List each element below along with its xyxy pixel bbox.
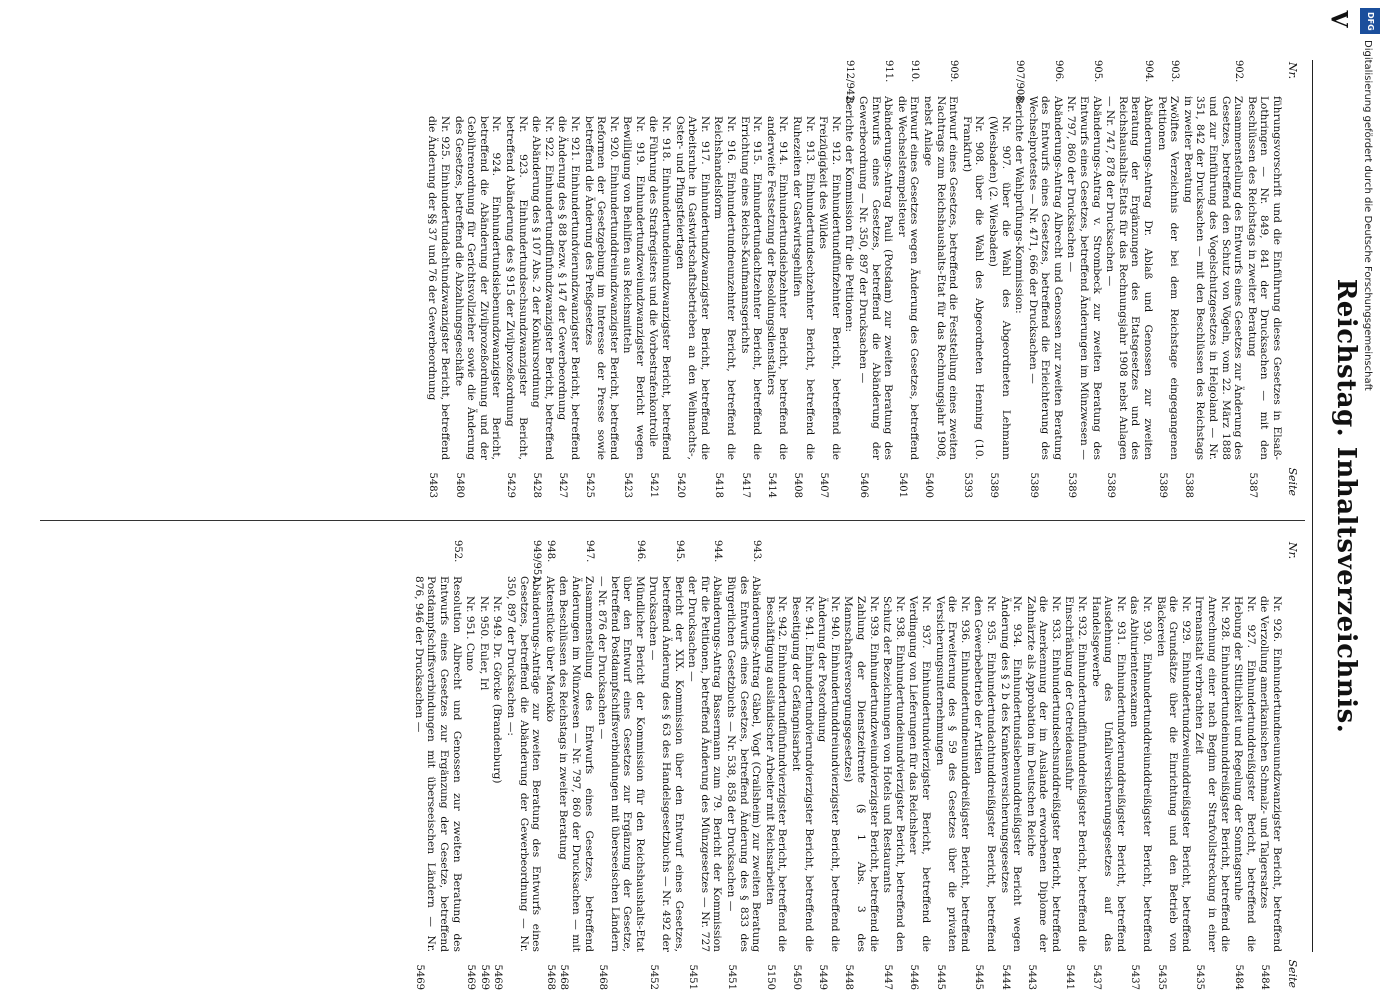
entry-page: 5437 bbox=[1129, 964, 1141, 990]
entry-page: 5425 bbox=[583, 472, 595, 498]
entry-text: Nr. 914. Einhundertundsiebzehnter Bericht, betreffend die anderweite Festsetzung der Besoldungsdienstalters bbox=[764, 116, 790, 460]
digitization-credit: Digitalisierung gefördert durch die Deutsche Forschungsgemeinschaft bbox=[1362, 40, 1373, 391]
index-entry bbox=[816, 540, 841, 992]
index-entry bbox=[790, 60, 815, 500]
roman-numeral: V bbox=[1325, 10, 1352, 28]
index-entry bbox=[763, 540, 788, 992]
entry-text: Nr. 941. Einhundertundvierundvierzigster Bericht, betreffend die Beseitigung der Gefängnisarbeit bbox=[790, 596, 815, 952]
index-entry bbox=[530, 60, 555, 500]
index-entry bbox=[1154, 540, 1192, 992]
entry-text: Nr. 934. Einhundertundsiebenunddreißigster Bericht wegen Änderung des § 2 b des Krankenversicherungsgesetzes bbox=[998, 596, 1024, 952]
entry-page: 5448 bbox=[843, 964, 855, 990]
entry-text: Nr. 932. Einhundertundfünfunddreißigster Bericht, betreffend die Einschränkung der Getreideausfuhr bbox=[1063, 596, 1089, 952]
entry-page: 5445 bbox=[934, 964, 946, 990]
seite-label: Seite bbox=[1286, 959, 1299, 988]
index-entry bbox=[621, 60, 646, 500]
column-divider bbox=[40, 520, 1305, 521]
entry-page: 5468 bbox=[558, 964, 570, 990]
index-entry bbox=[464, 540, 477, 992]
index-entry bbox=[1155, 60, 1180, 500]
entry-text: Entwurf eines Gesetzes, betreffend die Feststellung eines zweiten Nachtrags zum Reichshaushalts-Etat für das Rechnungsjahr 1908, nebst Anlage bbox=[921, 96, 960, 460]
index-entry bbox=[1013, 60, 1026, 500]
entry-text: Nr. 950. Euler, Irl bbox=[477, 596, 490, 691]
entry-page: 5452 bbox=[648, 964, 660, 990]
entry-text: Nr. 939. Einhundertundzweiundvierzigster Bericht, betreffend die Zahlung der Dienstzeitrente (§ 1 Abs. 3 des Mannschaftsversorgungsgesetzes) bbox=[842, 596, 880, 952]
index-entry bbox=[738, 60, 763, 500]
entry-page: 5469 bbox=[465, 964, 477, 990]
index-entry bbox=[843, 60, 856, 500]
entry-text: Entwurf eines Gesetzes wegen Änderung des Gesetzes, betreffend die Wechselstempelsteuer bbox=[895, 96, 921, 460]
index-entry bbox=[881, 540, 906, 992]
page-title: Reichstag. Inhaltsverzeichnis. bbox=[1331, 278, 1361, 734]
index-entry bbox=[724, 540, 762, 992]
entry-page: 5435 bbox=[1155, 964, 1167, 990]
entry-number: 911. bbox=[883, 60, 895, 83]
index-entry bbox=[789, 540, 814, 992]
entry-text: Nr. 951. Cuno bbox=[464, 596, 477, 671]
index-entry bbox=[504, 540, 542, 992]
page-header bbox=[1313, 60, 1365, 952]
entry-page: 5469 bbox=[413, 964, 425, 990]
entry-page: 5400 bbox=[922, 472, 934, 498]
entry-text: Resolution Albrecht und Genossen zur zweiten Beratung des Entwurfs eines Gesetzes zur Ergänzung der Gesetze, betreffend Postdampfschiffsverbindungen mit überseeischen Ländern — Nr. 876, 946 der Drucksachen — bbox=[412, 576, 463, 952]
entry-number: 952. bbox=[451, 540, 463, 563]
right-entry-list bbox=[412, 540, 1283, 992]
entry-text: Nr. 916. Einhundertundneunzehnter Bericht, betreffend die Reichshandelsform bbox=[712, 116, 738, 460]
entry-text: Nr. 923. Einhundertundsechsundzwanzigster Bericht, betreffend Abänderung des § 915 der Zivilprozeßordnung bbox=[503, 116, 529, 460]
entry-page: 5435 bbox=[1194, 964, 1206, 990]
entry-page: 5414 bbox=[765, 472, 777, 498]
entry-page: 5393 bbox=[961, 472, 973, 498]
dfg-logo: DFG bbox=[1360, 8, 1380, 34]
entry-number: 943. bbox=[751, 540, 763, 563]
entry-page: 5441 bbox=[1064, 964, 1076, 990]
entry-page: 5429 bbox=[504, 472, 516, 498]
entry-page: 5401 bbox=[896, 472, 908, 498]
index-entry bbox=[452, 60, 502, 500]
entry-page: 5445 bbox=[973, 964, 985, 990]
index-entry bbox=[921, 60, 959, 500]
entry-text: Nr. 921. Einhundertundvierundzwanzigster Bericht, betreffend die Änderung des § 88 bezw. § 147 der Gewerbeordnung bbox=[556, 116, 581, 460]
index-entry bbox=[412, 540, 462, 992]
entry-number: 945. bbox=[673, 540, 685, 563]
entry-text: Nr. 912. Einhundertundfünfzehnter Bericht, betreffend die Freizügigkeit des Wildes bbox=[817, 116, 842, 460]
entry-page: 5388 bbox=[1182, 472, 1194, 498]
entry-page: 5483 bbox=[427, 472, 439, 498]
entry-text: Nr. 918. Einhundertundeinundzwanzigster Bericht, betreffend die Führung des Strafregisters und die Vorbestrafenkontrolle bbox=[647, 116, 673, 460]
index-entry bbox=[895, 60, 920, 500]
index-entry bbox=[491, 540, 504, 992]
entry-text: Nr. 949. Dr. Görcke (Brandenburg) bbox=[491, 596, 504, 784]
entry-number: 903. bbox=[1169, 60, 1181, 83]
index-entry bbox=[842, 540, 880, 992]
index-entry bbox=[933, 540, 971, 992]
index-entry bbox=[426, 60, 451, 500]
entry-text: Nr. 936. Einhundertundneununddreißigster Bericht, betreffend die Erweiterung des § 59 des Gesetzes über die privaten Versicherungsunternehmungen bbox=[933, 596, 971, 952]
entry-page: 5451 bbox=[726, 964, 738, 990]
entry-page: 5449 bbox=[817, 964, 829, 990]
entry-page: 5389 bbox=[1105, 472, 1117, 498]
entry-text: Zusammenstellung des Entwurfs eines Gesetzes, betreffend Änderungen im Münzwesen — Nr. 797, 860 der Drucksachen — mit den Beschlüssen des Reichstags in zweiter Beratung bbox=[557, 576, 595, 952]
entry-text: Nr. 935. Einhundertundachtunddreißigster Bericht, betreffend den Gewerbebetrieb der Artisten bbox=[972, 596, 997, 952]
entry-number: 948. bbox=[544, 540, 556, 563]
index-entry bbox=[647, 60, 672, 500]
index-entry bbox=[986, 60, 1011, 500]
entry-page: 5389 bbox=[987, 472, 999, 498]
entry-text: Nr. 929. Einhundertundzweiunddreißigster Bericht, betreffend die Grundsätze über die Einrichtung und den Betrieb von Bäckereien bbox=[1154, 596, 1192, 952]
entry-text: Bericht der XIX. Kommission über den Entwurf eines Gesetzes, betreffend Änderung des § 63 des Handelsgesetzbuchs — Nr. 492 der Drucksachen — bbox=[647, 576, 685, 952]
index-entry bbox=[764, 60, 789, 500]
entry-text: Nr. 922. Einhundertundfünfundzwanzigster Bericht, betreffend die Abänderung des § 107 Abs. 2 der Konkursordnung bbox=[530, 116, 555, 460]
entry-page: 5407 bbox=[818, 472, 830, 498]
entry-page: 5468 bbox=[544, 964, 556, 990]
entry-page: 5468 bbox=[597, 964, 609, 990]
entry-page: 5421 bbox=[648, 472, 660, 498]
header-rule bbox=[1312, 60, 1313, 952]
entry-text: Nr. 913. Einhundertundsechzehnter Bericht, betreffend die Ruhezeiten der Gastwirtsgehilfen bbox=[791, 116, 816, 460]
entry-text: Abänderungs-Antrag Albrecht und Genossen zur zweiten Beratung des Entwurfs eines Gesetzes, betreffend die Erleichterung des Wechselprotestes — Nr. 471, 666 der Drucksachen — bbox=[1026, 96, 1064, 460]
entry-text: Nr. 930. Einhundertunddreiunddreißigster Bericht, betreffend das Abiturientenexamen bbox=[1128, 596, 1154, 952]
index-entry bbox=[960, 60, 985, 500]
entry-text: Abänderungs-Antrag v. Strombeck zur zweiten Beratung des Entwurfs eines Gesetzes, betreffend Änderungen im Münzwesen — Nr. 797, 860 der Drucksachen — bbox=[1065, 96, 1103, 460]
index-entry bbox=[686, 540, 724, 992]
entry-page: 5387 bbox=[1246, 472, 1258, 498]
index-entry bbox=[543, 540, 556, 992]
entry-text: Nr. 917. Einhundertundzwanzigster Bericht, betreffend die Arbeitsruhe in Gastwirtschaftsbetrieben an den Weihnachts-, Oster- und Pfingstfeiertagen bbox=[673, 116, 711, 460]
index-entry bbox=[1026, 60, 1064, 500]
entry-page: 5444 bbox=[999, 964, 1011, 990]
entry-text: Nr. 908. über die Wahl des Abgeordneten Henning (10. Frankfurt) bbox=[960, 116, 986, 460]
entry-page: 5420 bbox=[674, 472, 686, 498]
left-column-head bbox=[1283, 60, 1303, 500]
entry-page: 5443 bbox=[1025, 964, 1037, 990]
index-entry bbox=[1063, 540, 1088, 992]
entry-text: Nr. 931. Einhundertundvierunddreißigster Bericht, betreffend Ausdehnung des Unfallversicherungsgesetzes auf das Handelsgewerbe bbox=[1089, 596, 1127, 952]
index-entry bbox=[1181, 60, 1244, 500]
index-entry bbox=[817, 60, 842, 500]
entry-page: 5389 bbox=[1066, 472, 1078, 498]
entry-page: 5451 bbox=[687, 964, 699, 990]
entry-page: 5406 bbox=[858, 472, 869, 498]
index-entry bbox=[673, 60, 711, 500]
entry-text: Mündlicher Bericht der Kommission für den Reichshaushalts-Etat über den Entwurf eines Gesetzes zur Ergänzung der Gesetze, betreffend Postdampfschiffsverbindungen mit überseeischen Ländern — Nr. 876 der Drucksachen — bbox=[596, 576, 646, 952]
nr-label: Nr. bbox=[1286, 542, 1299, 560]
entry-page: 5418 bbox=[713, 472, 725, 498]
entry-number: 946. bbox=[634, 540, 646, 563]
entry-text: Aktenstücke über Marokko bbox=[543, 576, 556, 723]
entry-text: Nr. 937. Einhundertundvierzigster Bericht, betreffend die Verdingung von Lieferungen für das Reichsheer bbox=[907, 596, 932, 952]
right-column bbox=[20, 540, 1303, 992]
index-entry bbox=[1232, 540, 1257, 992]
entry-text: Zwölftes Verzeichnis der bei dem Reichstage eingegangenen Petitionen bbox=[1155, 96, 1181, 460]
index-entry bbox=[557, 540, 595, 992]
index-entry bbox=[856, 60, 894, 500]
entry-text: Nr. 926. Einhundertundneunundzwanzigster Bericht, betreffend die Verzollung amerikanischen Schmalz- und Talgersatzes bbox=[1258, 596, 1283, 952]
entry-page: 5423 bbox=[622, 472, 634, 498]
entry-text: Abänderungs-Antrag Dr. Ablaß und Genossen zur zweiten Beratung der Ergänzungen des Etatsgesetzes und des Reichshaushalts-Etats für das Rechnungsjahr 1908 nebst Anlagen — Nr. 747, 878 der Drucksachen — bbox=[1104, 96, 1155, 460]
entry-number: 949/951. bbox=[531, 540, 543, 585]
nr-label: Nr. bbox=[1286, 62, 1299, 80]
entry-text: Nr. 907. über die Wahl des Abgeordneten Lehmann (Wiesbaden) (2. Wiesbaden) bbox=[986, 116, 1012, 460]
entry-page: 5427 bbox=[557, 472, 569, 498]
left-column bbox=[20, 60, 1303, 500]
entry-number: 912/942. bbox=[844, 60, 856, 105]
index-entry bbox=[907, 540, 932, 992]
index-entry bbox=[1104, 60, 1154, 500]
index-entry bbox=[1128, 540, 1153, 992]
entry-text: Nr. 933. Einhundertundsechsunddreißigster Bericht, betreffend die Anerkennung der im Auslande erworbenen Diplome der Zahnärzte als Approbation im Deutschen Reiche bbox=[1024, 596, 1062, 952]
entry-page: 5469 bbox=[492, 964, 504, 990]
entry-number: 906. bbox=[1052, 60, 1064, 83]
entry-page: 5447 bbox=[882, 964, 894, 990]
entry-number: 905. bbox=[1091, 60, 1103, 83]
entry-page: 5484 bbox=[1259, 964, 1271, 990]
index-entry bbox=[596, 540, 646, 992]
entry-text: Nr. 925. Einhundertundachtundzwanzigster Bericht, betreffend die Änderung der §§ 37 und 76 der Gewerbeordnung bbox=[426, 116, 451, 460]
entry-page: 5428 bbox=[531, 472, 543, 498]
left-entry-list bbox=[426, 60, 1283, 500]
index-entry bbox=[477, 540, 490, 992]
entry-text: führungsvorschrift und die Einführung dieses Gesetzes in Elsaß-Lothringen — Nr. 849, 841 der Drucksachen — mit den Beschlüssen des Reichstags in zweiter Beratung bbox=[1245, 96, 1283, 460]
entry-text: Nr. 942. Einhundertundfünfundvierzigster Bericht, betreffend die Beschäftigung ausländischer Arbeiter mit Reichsarbeiten bbox=[763, 596, 789, 952]
entry-page: 5484 bbox=[1233, 964, 1245, 990]
entry-number: 907/908. bbox=[1014, 60, 1026, 105]
entry-text: Abänderungs-Anträge zur zweiten Beratung des Entwurfs eines Gesetzes, betreffend die Abänderung der Gewerbeordnung — Nr. 350, 897 der Drucksachen —: bbox=[504, 576, 543, 952]
entry-number: 904. bbox=[1143, 60, 1155, 83]
entry-text: Abänderungs-Antrag Bassermann zum 79. Bericht der Kommission für die Petitionen, betreffend Änderung des Münzgesetzes — Nr. 727 der Drucksachen — bbox=[686, 576, 724, 952]
index-entry bbox=[1065, 60, 1103, 500]
entry-page: 5446 bbox=[908, 964, 920, 990]
index-entry bbox=[1258, 540, 1283, 992]
index-entry bbox=[998, 540, 1023, 992]
entry-page: 5389 bbox=[1156, 472, 1168, 498]
index-entry bbox=[647, 540, 685, 992]
entry-page: 5417 bbox=[739, 472, 751, 498]
entry-page: 5150 bbox=[764, 964, 776, 990]
entry-number: 910. bbox=[909, 60, 921, 83]
entry-page: 5408 bbox=[792, 472, 804, 498]
entry-text: Nr. 915. Einhundertundachtzehnter Bericht, betreffend die Errichtung eines Reichs-Kaufmannsgerichts bbox=[738, 116, 764, 460]
entry-text: Nr. 924. Einhundertundsiebenundzwanzigster Bericht, betreffend die Abänderung der Zivilprozeßordnung und der Gebührenordnung für Gerichtsvollzieher sowie die Änderung des Gesetzes, betreffend die Abzahlungsgeschäfte bbox=[452, 116, 503, 460]
index-entry bbox=[582, 60, 620, 500]
index-entry bbox=[1245, 60, 1283, 500]
index-entry bbox=[556, 60, 581, 500]
entry-text: Nr. 927. Einhundertunddreißigster Bericht, betreffend die Hebung der Sittlichkeit und Regelung der Sonntagsruhe bbox=[1232, 596, 1257, 952]
entry-page: 5389 bbox=[1027, 472, 1039, 498]
index-entry bbox=[1024, 540, 1062, 992]
entry-number: 909. bbox=[948, 60, 960, 83]
entry-page: 5437 bbox=[1090, 964, 1102, 990]
entry-text: Nr. 940. Einhundertunddreiundvierzigster Bericht, betreffend die Änderung der Postordnung bbox=[816, 596, 841, 952]
entry-number: 902. bbox=[1233, 60, 1245, 83]
entry-text: Nr. 928. Einhundertundeinunddreißigster Bericht, betreffend die Anrechnung einer nach Beginn der Strafvollstreckung in einer Irrenanstalt verbrachten Zeit bbox=[1193, 596, 1231, 952]
entry-page: 5480 bbox=[453, 472, 465, 498]
entry-page: 5450 bbox=[791, 964, 803, 990]
entry-text: Nr. 919. Einhundertundzweiundzwanzigster Bericht wegen Bewilligung von Beihilfen aus Reichsmitteln bbox=[621, 116, 646, 460]
entry-text: Nr. 938. Einhundertundeinundvierzigster Bericht, betreffend den Schutz der Bezeichnungen von Hotels und Restaurants bbox=[881, 596, 906, 952]
right-column-head bbox=[1283, 540, 1303, 992]
entry-text: Abänderungs-Antrag Gäbel, Vogt (Crailsheim) zur zweiten Beratung des Entwurfs eines Gesetzes, betreffend Änderung des § 833 des Bürgerlichen Gesetzbuchs — Nr. 538, 858 der Drucksachen — bbox=[725, 576, 763, 952]
entry-number: 944. bbox=[712, 540, 724, 563]
entry-text: Berichte der Wahlprüfungs-Kommission: bbox=[1013, 96, 1026, 314]
index-entry bbox=[972, 540, 997, 992]
entry-text: Zusammenstellung des Entwurfs eines Gesetzes zur Änderung des Gesetzes, betreffend den Schutz von Vögeln, vom 22. März 1888 und zur Einführung des Vogelschutzgesetzes in Helgoland — Nr. 351, 842 der Drucksachen — mit den Beschlüssen des Reichstags in zweiter Beratung bbox=[1181, 96, 1245, 460]
entry-number: 947. bbox=[583, 540, 595, 563]
index-entry bbox=[503, 60, 528, 500]
entry-text: Nr. 920. Einhundertunddreiundzwanzigster Bericht, betreffend Reformen der Gesetzgebung im Interesse der Presse sowie betreffend die Änderung des Preßgesetzes bbox=[582, 116, 620, 460]
index-entry bbox=[1193, 540, 1231, 992]
entry-text: Berichte der Kommission für die Petitionen: bbox=[843, 96, 856, 333]
index-entry bbox=[1089, 540, 1127, 992]
entry-page: 5469 bbox=[478, 964, 490, 990]
entry-text: Abänderungs-Antrag Pauli (Potsdam) zur zweiten Beratung des Entwurfs eines Gesetzes, betreffend die Abänderung der Gewerbeordnung — Nr. 350, 897 der Drucksachen — bbox=[857, 96, 895, 460]
seite-label: Seite bbox=[1286, 467, 1299, 496]
index-entry bbox=[712, 60, 737, 500]
